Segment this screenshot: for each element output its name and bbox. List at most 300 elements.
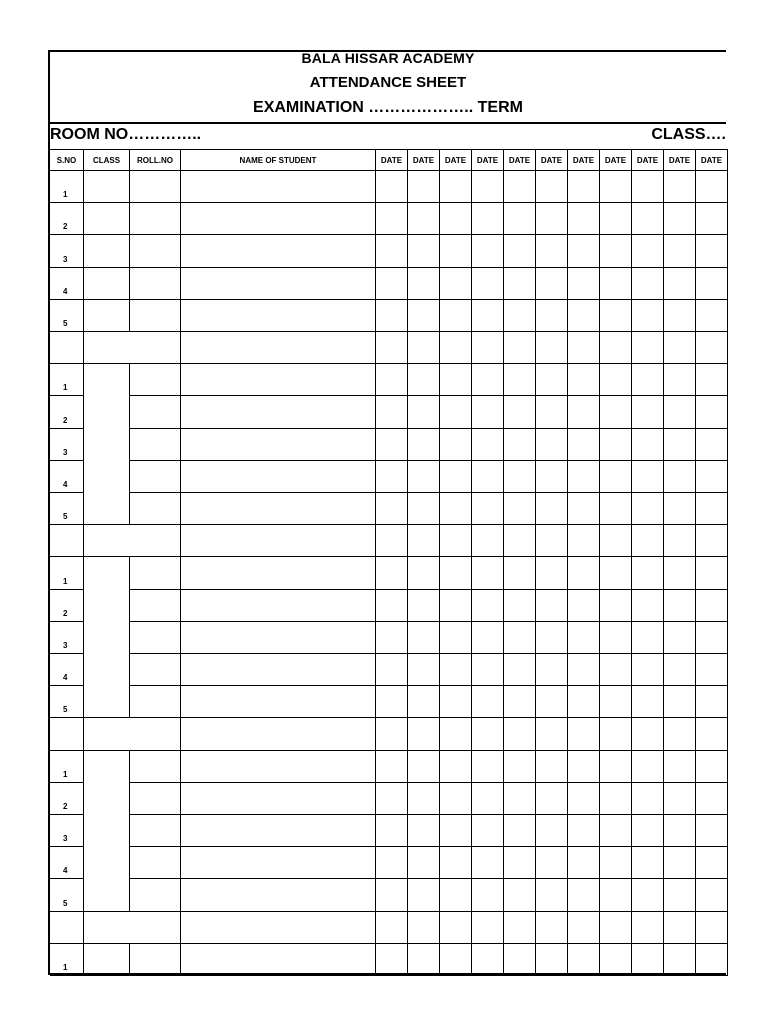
date-cell [696,493,728,525]
separator-cell [376,332,408,364]
date-cell [696,590,728,622]
student-name-cell [181,235,376,267]
student-name-cell [181,461,376,493]
date-cell [600,203,632,235]
date-cell [632,654,664,686]
date-cell [696,364,728,396]
separator-cell [632,332,664,364]
date-cell [664,268,696,300]
separator-cell [408,332,440,364]
serial-number: 5 [50,879,84,911]
date-cell [632,364,664,396]
date-cell [472,815,504,847]
serial-number: 1 [50,751,84,783]
serial-number: 2 [50,396,84,428]
date-cell [696,461,728,493]
student-name-cell [181,203,376,235]
date-cell [664,847,696,879]
column-header: DATE [376,149,408,171]
roll-no-cell [130,944,181,976]
date-cell [472,751,504,783]
date-cell [408,461,440,493]
date-cell [440,654,472,686]
date-cell [504,364,536,396]
date-cell [408,879,440,911]
date-cell [440,396,472,428]
separator-cell [408,912,440,944]
class-cell-merged [84,557,130,718]
roll-no-cell [130,783,181,815]
date-cell [664,396,696,428]
student-name-cell [181,879,376,911]
date-cell [696,847,728,879]
roll-no-cell [130,686,181,718]
separator-cell [50,718,84,750]
student-name-cell [181,396,376,428]
date-cell [376,751,408,783]
date-cell [664,879,696,911]
date-cell [600,235,632,267]
column-header: DATE [472,149,504,171]
column-header: DATE [696,149,728,171]
date-cell [600,364,632,396]
separator-cell [472,525,504,557]
serial-number: 2 [50,590,84,622]
date-cell [504,461,536,493]
date-cell [376,461,408,493]
date-cell [440,493,472,525]
date-cell [568,815,600,847]
date-cell [632,815,664,847]
roll-no-cell [130,461,181,493]
date-cell [376,268,408,300]
date-cell [440,235,472,267]
date-cell [536,590,568,622]
date-cell [664,203,696,235]
serial-number: 5 [50,300,84,332]
serial-number: 4 [50,847,84,879]
date-cell [600,171,632,203]
date-cell [472,783,504,815]
roll-no-cell [130,557,181,589]
class-cell [84,235,130,267]
date-cell [632,622,664,654]
attendance-sheet [48,50,726,975]
date-cell [696,171,728,203]
date-cell [600,686,632,718]
separator-cell [632,525,664,557]
serial-number: 4 [50,461,84,493]
date-cell [536,783,568,815]
class-cell-merged [84,751,130,912]
date-cell [376,622,408,654]
date-cell [536,751,568,783]
separator-cell [696,912,728,944]
date-cell [504,686,536,718]
date-cell [440,944,472,976]
student-name-cell [181,815,376,847]
date-cell [472,429,504,461]
column-header: NAME OF STUDENT [181,149,376,171]
separator-cell [664,332,696,364]
date-cell [376,815,408,847]
date-cell [600,300,632,332]
date-cell [408,268,440,300]
separator-cell [504,912,536,944]
date-cell [376,203,408,235]
separator-cell [84,912,181,944]
date-cell [568,944,600,976]
date-cell [632,879,664,911]
roll-no-cell [130,847,181,879]
sheet-title: ATTENDANCE SHEET [309,74,467,91]
separator-cell [181,912,376,944]
date-cell [632,783,664,815]
date-cell [600,751,632,783]
date-cell [664,171,696,203]
separator-cell [472,912,504,944]
date-cell [664,815,696,847]
date-cell [568,429,600,461]
date-cell [408,590,440,622]
class-cell-merged [84,364,130,525]
date-cell [536,686,568,718]
date-cell [664,461,696,493]
date-cell [408,203,440,235]
date-cell [504,751,536,783]
serial-number: 1 [50,557,84,589]
date-cell [376,847,408,879]
date-cell [568,590,600,622]
student-name-cell [181,268,376,300]
serial-number: 4 [50,268,84,300]
date-cell [536,847,568,879]
student-name-cell [181,300,376,332]
date-cell [472,944,504,976]
date-cell [632,235,664,267]
date-cell [536,429,568,461]
separator-cell [181,332,376,364]
student-name-cell [181,751,376,783]
student-name-cell [181,622,376,654]
date-cell [408,396,440,428]
separator-cell [600,332,632,364]
separator-cell [600,525,632,557]
separator-cell [600,718,632,750]
date-cell [440,590,472,622]
date-cell [504,300,536,332]
date-cell [664,429,696,461]
date-cell [536,493,568,525]
date-cell [664,751,696,783]
date-cell [472,396,504,428]
date-cell [568,171,600,203]
roll-no-cell [130,879,181,911]
student-name-cell [181,171,376,203]
serial-number: 3 [50,815,84,847]
separator-cell [84,525,181,557]
date-cell [664,686,696,718]
room-number-label: ROOM NO………….. [50,126,202,143]
separator-cell [50,332,84,364]
date-cell [536,171,568,203]
date-cell [600,847,632,879]
date-cell [600,493,632,525]
date-cell [440,686,472,718]
class-cell [84,171,130,203]
date-cell [600,396,632,428]
date-cell [696,751,728,783]
date-cell [600,622,632,654]
date-cell [472,461,504,493]
separator-cell [568,718,600,750]
date-cell [696,300,728,332]
date-cell [472,300,504,332]
date-cell [440,203,472,235]
separator-cell [84,332,181,364]
date-cell [376,235,408,267]
date-cell [632,686,664,718]
date-cell [568,847,600,879]
date-cell [536,944,568,976]
date-cell [376,944,408,976]
date-cell [408,783,440,815]
student-name-cell [181,686,376,718]
separator-cell [440,718,472,750]
date-cell [600,590,632,622]
date-cell [568,364,600,396]
separator-cell [536,332,568,364]
date-cell [536,815,568,847]
separator-cell [181,718,376,750]
serial-number: 3 [50,429,84,461]
date-cell [472,686,504,718]
date-cell [536,364,568,396]
separator-cell [376,718,408,750]
date-cell [568,300,600,332]
class-cell [84,268,130,300]
date-cell [440,429,472,461]
date-cell [536,879,568,911]
date-cell [504,815,536,847]
student-name-cell [181,493,376,525]
date-cell [504,944,536,976]
separator-cell [472,332,504,364]
date-cell [536,268,568,300]
date-cell [408,686,440,718]
date-cell [472,557,504,589]
separator-cell [696,718,728,750]
date-cell [472,590,504,622]
date-cell [696,235,728,267]
date-cell [504,654,536,686]
student-name-cell [181,783,376,815]
separator-cell [408,718,440,750]
date-cell [376,686,408,718]
date-cell [568,879,600,911]
date-cell [632,300,664,332]
date-cell [440,847,472,879]
date-cell [664,654,696,686]
date-cell [440,783,472,815]
roll-no-cell [130,815,181,847]
date-cell [504,557,536,589]
date-cell [472,268,504,300]
date-cell [664,557,696,589]
serial-number: 4 [50,654,84,686]
student-name-cell [181,590,376,622]
date-cell [408,364,440,396]
date-cell [696,622,728,654]
date-cell [568,686,600,718]
date-cell [664,364,696,396]
serial-number: 5 [50,686,84,718]
date-cell [504,396,536,428]
date-cell [376,396,408,428]
date-cell [696,429,728,461]
date-cell [408,493,440,525]
separator-cell [568,525,600,557]
date-cell [504,203,536,235]
separator-cell [600,912,632,944]
roll-no-cell [130,364,181,396]
date-cell [568,461,600,493]
date-cell [536,622,568,654]
date-cell [696,879,728,911]
separator-cell [440,912,472,944]
date-cell [664,300,696,332]
separator-cell [376,525,408,557]
date-cell [504,493,536,525]
separator-cell [664,525,696,557]
date-cell [632,847,664,879]
date-cell [504,783,536,815]
roll-no-cell [130,300,181,332]
date-cell [408,429,440,461]
date-cell [632,203,664,235]
date-cell [440,461,472,493]
date-cell [568,203,600,235]
date-cell [568,235,600,267]
date-cell [504,590,536,622]
column-header: DATE [568,149,600,171]
date-cell [632,493,664,525]
date-cell [632,751,664,783]
serial-number: 5 [50,493,84,525]
roll-no-cell [130,429,181,461]
date-cell [440,268,472,300]
column-header: DATE [632,149,664,171]
date-cell [472,171,504,203]
class-cell [84,203,130,235]
date-cell [504,847,536,879]
date-cell [408,654,440,686]
date-cell [472,235,504,267]
date-cell [408,557,440,589]
date-cell [632,171,664,203]
date-cell [376,654,408,686]
date-cell [600,944,632,976]
date-cell [568,557,600,589]
date-cell [600,268,632,300]
separator-cell [84,718,181,750]
serial-number: 1 [50,171,84,203]
date-cell [376,879,408,911]
student-name-cell [181,429,376,461]
date-cell [664,590,696,622]
serial-number: 2 [50,783,84,815]
date-cell [472,493,504,525]
date-cell [504,429,536,461]
date-cell [472,879,504,911]
student-name-cell [181,654,376,686]
date-cell [536,654,568,686]
date-cell [568,654,600,686]
date-cell [408,300,440,332]
date-cell [408,751,440,783]
date-cell [536,203,568,235]
date-cell [376,364,408,396]
roll-no-cell [130,203,181,235]
class-cell-merged [84,944,130,976]
roll-no-cell [130,493,181,525]
separator-cell [568,912,600,944]
separator-cell [664,718,696,750]
date-cell [696,815,728,847]
date-cell [536,396,568,428]
column-header: ROLL.NO [130,149,181,171]
date-cell [440,815,472,847]
date-cell [536,461,568,493]
date-cell [664,783,696,815]
separator-cell [504,718,536,750]
date-cell [504,171,536,203]
student-name-cell [181,944,376,976]
roll-no-cell [130,396,181,428]
separator-cell [440,525,472,557]
date-cell [376,493,408,525]
column-header: DATE [440,149,472,171]
roll-no-cell [130,654,181,686]
separator-cell [632,718,664,750]
date-cell [568,622,600,654]
date-cell [696,268,728,300]
date-cell [632,461,664,493]
column-header: DATE [408,149,440,171]
date-cell [568,783,600,815]
separator-cell [696,332,728,364]
date-cell [568,493,600,525]
date-cell [472,203,504,235]
date-cell [504,622,536,654]
date-cell [696,396,728,428]
separator-cell [472,718,504,750]
date-cell [600,654,632,686]
date-cell [696,686,728,718]
date-cell [376,300,408,332]
separator-cell [536,718,568,750]
date-cell [504,268,536,300]
date-cell [472,364,504,396]
separator-cell [504,525,536,557]
separator-cell [536,525,568,557]
date-cell [408,944,440,976]
date-cell [568,751,600,783]
roll-no-cell [130,171,181,203]
date-cell [600,783,632,815]
column-header: DATE [664,149,696,171]
date-cell [632,396,664,428]
